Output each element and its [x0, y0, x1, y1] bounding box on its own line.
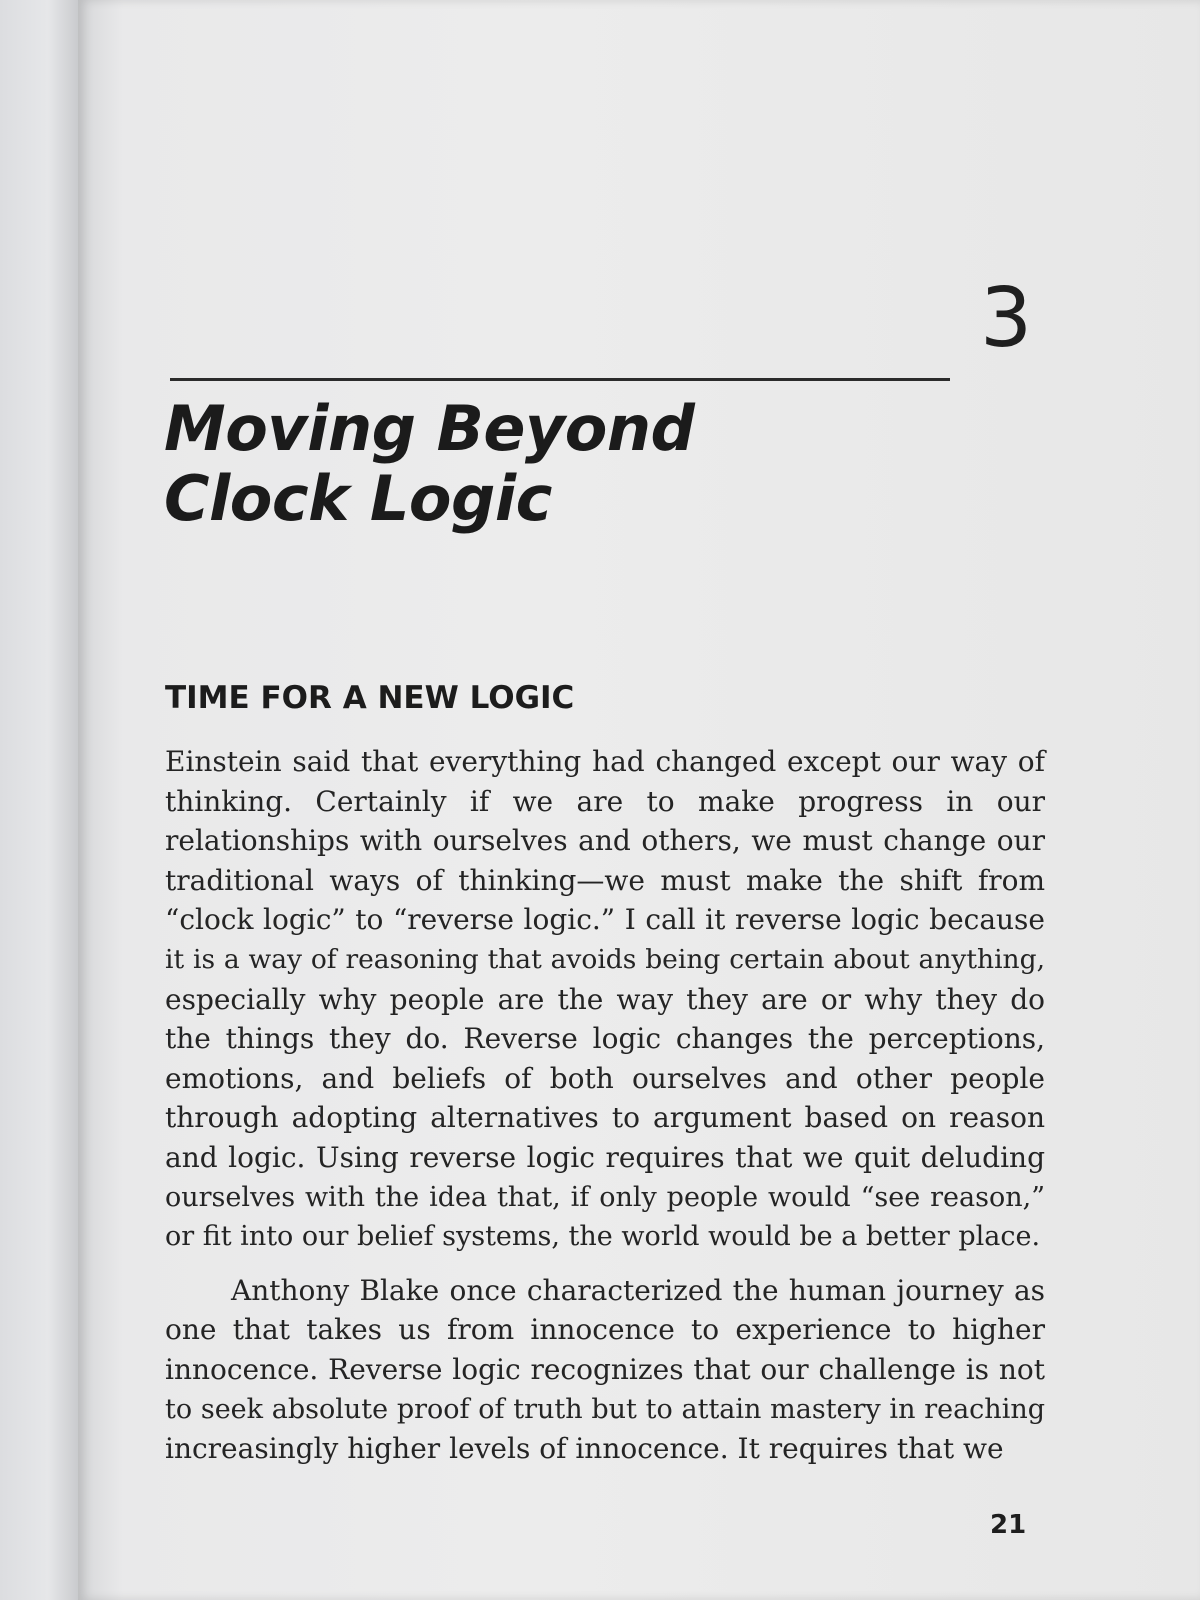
text-line: Einstein said that everything had changed except our way of [165, 745, 1045, 778]
chapter-title-line-2: Clock Logic [164, 462, 552, 535]
page-number: 21 [990, 1510, 1027, 1540]
chapter-number: 3 [980, 271, 1033, 366]
chapter-rule [170, 378, 950, 381]
text-line: “clock logic” to “reverse logic.” I call it reverse logic because [165, 903, 1045, 937]
text-line: through adopting alternatives to argument based on reason [165, 1101, 1045, 1135]
facing-page-edge [0, 0, 80, 1600]
text-line: relationships with ourselves and others, we must change our [165, 824, 1045, 858]
text-line: and logic. Using reverse logic requires that we quit deluding [165, 1140, 1045, 1174]
section-heading: TIME FOR A NEW LOGIC [165, 680, 575, 716]
text-line: innocence. Reverse logic recognizes that our challenge is not [165, 1352, 1045, 1386]
body-text [165, 742, 1045, 1469]
text-line: Anthony Blake once characterized the human journey as [231, 1273, 1045, 1307]
chapter-title-line-1: Moving Beyond [164, 392, 695, 465]
text-line: to seek absolute proof of truth but to attain mastery in reaching [165, 1393, 1045, 1425]
chapter-title [164, 394, 864, 534]
paragraph-1 [165, 742, 1045, 1257]
text-line: one that takes us from innocence to experience to higher [165, 1313, 1045, 1347]
text-line: the things they do. Reverse logic changes the perceptions, [165, 1022, 1045, 1056]
text-line: especially why people are the way they are or why they do [165, 982, 1045, 1016]
text-line: increasingly higher levels of innocence. It requires that we [165, 1432, 1004, 1466]
text-line: thinking. Certainly if we are to make progress in our [165, 784, 1045, 818]
text-line: ourselves with the idea that, if only people would “see reason,” [165, 1181, 1045, 1213]
text-line: traditional ways of thinking—we must make the shift from [165, 863, 1045, 897]
text-line: emotions, and beliefs of both ourselves and other people [165, 1061, 1045, 1095]
text-line: it is a way of reasoning that avoids being certain about anything, [165, 943, 1045, 975]
text-line: or fit into our belief systems, the world would be a better place. [165, 1221, 1041, 1253]
paragraph-2 [165, 1271, 1045, 1469]
